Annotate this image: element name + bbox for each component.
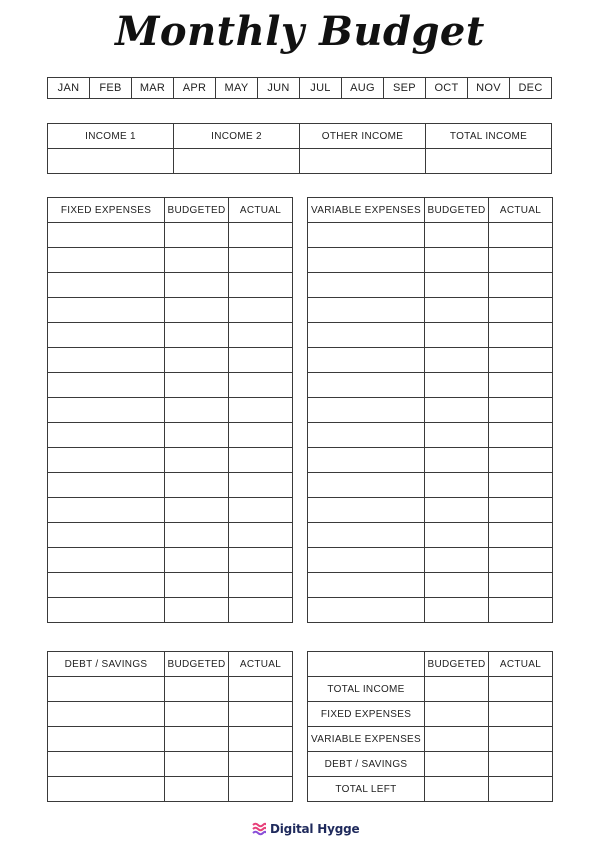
month-tab-feb[interactable]: FEB bbox=[90, 78, 132, 99]
budgeted-cell[interactable] bbox=[425, 548, 489, 573]
budgeted-cell[interactable] bbox=[165, 702, 229, 727]
actual-cell[interactable] bbox=[229, 573, 293, 598]
income-value-cell[interactable] bbox=[48, 149, 174, 174]
budgeted-cell[interactable] bbox=[425, 598, 489, 623]
actual-cell[interactable] bbox=[229, 273, 293, 298]
budgeted-cell[interactable] bbox=[425, 273, 489, 298]
brand-name: Digital Hygge bbox=[270, 822, 360, 836]
table-row bbox=[48, 727, 293, 752]
budgeted-cell[interactable] bbox=[425, 398, 489, 423]
actual-cell[interactable] bbox=[229, 448, 293, 473]
item-name-cell[interactable] bbox=[48, 727, 165, 752]
budgeted-cell[interactable] bbox=[425, 448, 489, 473]
item-name-cell[interactable] bbox=[48, 423, 165, 448]
item-name-cell[interactable] bbox=[308, 323, 425, 348]
column-header: ACTUAL bbox=[229, 652, 293, 677]
table-row bbox=[48, 598, 293, 623]
table-row bbox=[308, 473, 553, 498]
item-name-cell[interactable] bbox=[48, 448, 165, 473]
budgeted-cell[interactable] bbox=[425, 223, 489, 248]
column-header: BUDGETED bbox=[425, 652, 489, 677]
table-row bbox=[308, 298, 553, 323]
income-value-cell[interactable] bbox=[426, 149, 552, 174]
month-tab-jul[interactable]: JUL bbox=[300, 78, 342, 99]
table-row bbox=[308, 448, 553, 473]
summary-row-label: TOTAL INCOME bbox=[308, 677, 425, 702]
item-name-cell[interactable] bbox=[48, 702, 165, 727]
table-row bbox=[48, 248, 293, 273]
table-row bbox=[308, 398, 553, 423]
income-header: INCOME 2 bbox=[174, 124, 300, 149]
column-header: BUDGETED bbox=[165, 652, 229, 677]
actual-cell[interactable] bbox=[229, 423, 293, 448]
budgeted-cell[interactable] bbox=[165, 548, 229, 573]
actual-cell[interactable] bbox=[489, 573, 553, 598]
actual-cell[interactable] bbox=[489, 348, 553, 373]
budgeted-cell[interactable] bbox=[425, 323, 489, 348]
column-header bbox=[308, 652, 425, 677]
table-row bbox=[48, 752, 293, 777]
column-header: DEBT / SAVINGS bbox=[48, 652, 165, 677]
actual-cell[interactable] bbox=[229, 473, 293, 498]
actual-cell[interactable] bbox=[489, 223, 553, 248]
table-row bbox=[308, 373, 553, 398]
actual-cell[interactable] bbox=[229, 702, 293, 727]
debt-savings-table bbox=[47, 651, 293, 802]
item-name-cell[interactable] bbox=[308, 448, 425, 473]
table-row bbox=[308, 498, 553, 523]
item-name-cell[interactable] bbox=[48, 323, 165, 348]
item-name-cell[interactable] bbox=[308, 473, 425, 498]
item-name-cell[interactable] bbox=[308, 498, 425, 523]
item-name-cell[interactable] bbox=[48, 398, 165, 423]
month-tab-oct[interactable]: OCT bbox=[426, 78, 468, 99]
actual-cell[interactable] bbox=[229, 373, 293, 398]
table-row bbox=[48, 323, 293, 348]
budgeted-cell[interactable] bbox=[425, 498, 489, 523]
income-header: INCOME 1 bbox=[48, 124, 174, 149]
budgeted-cell[interactable] bbox=[165, 677, 229, 702]
item-name-cell[interactable] bbox=[48, 752, 165, 777]
actual-cell[interactable] bbox=[489, 423, 553, 448]
item-name-cell[interactable] bbox=[308, 373, 425, 398]
month-selector bbox=[47, 77, 552, 99]
month-tab-may[interactable]: MAY bbox=[216, 78, 258, 99]
budgeted-cell[interactable] bbox=[165, 523, 229, 548]
budgeted-cell[interactable] bbox=[165, 752, 229, 777]
column-header: VARIABLE EXPENSES bbox=[308, 198, 425, 223]
actual-cell[interactable] bbox=[489, 598, 553, 623]
actual-cell[interactable] bbox=[489, 248, 553, 273]
column-header: ACTUAL bbox=[489, 198, 553, 223]
actual-cell[interactable] bbox=[489, 323, 553, 348]
item-name-cell[interactable] bbox=[48, 473, 165, 498]
budgeted-cell[interactable] bbox=[165, 323, 229, 348]
month-tab-mar[interactable]: MAR bbox=[132, 78, 174, 99]
budgeted-cell[interactable] bbox=[425, 473, 489, 498]
budgeted-cell[interactable] bbox=[165, 373, 229, 398]
budgeted-cell[interactable] bbox=[165, 423, 229, 448]
month-tab-apr[interactable]: APR bbox=[174, 78, 216, 99]
table-row bbox=[308, 273, 553, 298]
table-row bbox=[48, 448, 293, 473]
budgeted-cell[interactable] bbox=[165, 727, 229, 752]
actual-cell[interactable] bbox=[489, 373, 553, 398]
item-name-cell[interactable] bbox=[48, 523, 165, 548]
budgeted-cell[interactable] bbox=[425, 727, 489, 752]
actual-cell[interactable] bbox=[229, 398, 293, 423]
table-row bbox=[48, 398, 293, 423]
income-value-cell[interactable] bbox=[174, 149, 300, 174]
fixed-expenses-table bbox=[47, 197, 293, 623]
item-name-cell[interactable] bbox=[308, 248, 425, 273]
table-row bbox=[48, 473, 293, 498]
budgeted-cell[interactable] bbox=[165, 398, 229, 423]
income-value-cell[interactable] bbox=[300, 149, 426, 174]
item-name-cell[interactable] bbox=[308, 548, 425, 573]
item-name-cell[interactable] bbox=[308, 598, 425, 623]
actual-cell[interactable] bbox=[229, 548, 293, 573]
summary-row-label: DEBT / SAVINGS bbox=[308, 752, 425, 777]
actual-cell[interactable] bbox=[489, 448, 553, 473]
item-name-cell[interactable] bbox=[48, 677, 165, 702]
budgeted-cell[interactable] bbox=[165, 473, 229, 498]
table-row bbox=[308, 348, 553, 373]
item-name-cell[interactable] bbox=[48, 777, 165, 802]
actual-cell[interactable] bbox=[489, 498, 553, 523]
month-tab-jan[interactable]: JAN bbox=[48, 78, 90, 99]
item-name-cell[interactable] bbox=[308, 348, 425, 373]
table-row bbox=[48, 498, 293, 523]
month-tab-dec[interactable]: DEC bbox=[510, 78, 552, 99]
item-name-cell[interactable] bbox=[48, 598, 165, 623]
actual-cell[interactable] bbox=[489, 677, 553, 702]
table-row bbox=[308, 423, 553, 448]
budgeted-cell[interactable] bbox=[425, 523, 489, 548]
budgeted-cell[interactable] bbox=[165, 223, 229, 248]
actual-cell[interactable] bbox=[229, 752, 293, 777]
budgeted-cell[interactable] bbox=[425, 702, 489, 727]
item-name-cell[interactable] bbox=[308, 523, 425, 548]
actual-cell[interactable] bbox=[229, 498, 293, 523]
actual-cell[interactable] bbox=[229, 677, 293, 702]
actual-cell[interactable] bbox=[229, 298, 293, 323]
month-tab-nov[interactable]: NOV bbox=[468, 78, 510, 99]
table-row bbox=[308, 248, 553, 273]
budgeted-cell[interactable] bbox=[425, 248, 489, 273]
budgeted-cell[interactable] bbox=[165, 248, 229, 273]
table-row bbox=[308, 777, 553, 802]
month-tab-sep[interactable]: SEP bbox=[384, 78, 426, 99]
actual-cell[interactable] bbox=[229, 727, 293, 752]
month-tab-jun[interactable]: JUN bbox=[258, 78, 300, 99]
table-row bbox=[48, 573, 293, 598]
column-header: ACTUAL bbox=[489, 652, 553, 677]
table-row bbox=[308, 677, 553, 702]
actual-cell[interactable] bbox=[489, 727, 553, 752]
item-name-cell[interactable] bbox=[308, 298, 425, 323]
variable-expenses-table bbox=[307, 197, 553, 623]
budgeted-cell[interactable] bbox=[425, 752, 489, 777]
budgeted-cell[interactable] bbox=[425, 677, 489, 702]
column-header: ACTUAL bbox=[229, 198, 293, 223]
table-row bbox=[48, 523, 293, 548]
actual-cell[interactable] bbox=[489, 298, 553, 323]
item-name-cell[interactable] bbox=[308, 398, 425, 423]
item-name-cell[interactable] bbox=[48, 273, 165, 298]
budgeted-cell[interactable] bbox=[425, 348, 489, 373]
budgeted-cell[interactable] bbox=[425, 777, 489, 802]
budgeted-cell[interactable] bbox=[165, 498, 229, 523]
table-row bbox=[48, 702, 293, 727]
month-tab-aug[interactable]: AUG bbox=[342, 78, 384, 99]
table-row bbox=[48, 273, 293, 298]
actual-cell[interactable] bbox=[489, 398, 553, 423]
item-name-cell[interactable] bbox=[48, 548, 165, 573]
table-row bbox=[48, 777, 293, 802]
table-row bbox=[48, 298, 293, 323]
summary-table bbox=[307, 651, 553, 802]
income-header: TOTAL INCOME bbox=[426, 124, 552, 149]
table-row bbox=[308, 752, 553, 777]
actual-cell[interactable] bbox=[229, 223, 293, 248]
budgeted-cell[interactable] bbox=[165, 598, 229, 623]
item-name-cell[interactable] bbox=[48, 223, 165, 248]
income-table bbox=[47, 123, 552, 174]
summary-row-label: TOTAL LEFT bbox=[308, 777, 425, 802]
table-row bbox=[308, 702, 553, 727]
item-name-cell[interactable] bbox=[308, 573, 425, 598]
table-row bbox=[48, 348, 293, 373]
actual-cell[interactable] bbox=[229, 323, 293, 348]
table-row bbox=[48, 373, 293, 398]
item-name-cell[interactable] bbox=[308, 273, 425, 298]
table-row bbox=[308, 598, 553, 623]
budgeted-cell[interactable] bbox=[165, 448, 229, 473]
page-title: Monthly Budget bbox=[115, 8, 485, 55]
actual-cell[interactable] bbox=[489, 777, 553, 802]
item-name-cell[interactable] bbox=[308, 423, 425, 448]
budgeted-cell[interactable] bbox=[425, 298, 489, 323]
actual-cell[interactable] bbox=[229, 777, 293, 802]
brand-logo bbox=[252, 820, 362, 838]
budgeted-cell[interactable] bbox=[165, 573, 229, 598]
actual-cell[interactable] bbox=[229, 598, 293, 623]
budgeted-cell[interactable] bbox=[425, 373, 489, 398]
item-name-cell[interactable] bbox=[48, 298, 165, 323]
summary-row-label: VARIABLE EXPENSES bbox=[308, 727, 425, 752]
budgeted-cell[interactable] bbox=[425, 423, 489, 448]
table-row bbox=[48, 423, 293, 448]
item-name-cell[interactable] bbox=[48, 573, 165, 598]
item-name-cell[interactable] bbox=[308, 223, 425, 248]
table-row bbox=[308, 573, 553, 598]
table-row bbox=[48, 677, 293, 702]
budgeted-cell[interactable] bbox=[165, 777, 229, 802]
actual-cell[interactable] bbox=[489, 523, 553, 548]
item-name-cell[interactable] bbox=[48, 498, 165, 523]
column-header: BUDGETED bbox=[165, 198, 229, 223]
summary-row-label: FIXED EXPENSES bbox=[308, 702, 425, 727]
actual-cell[interactable] bbox=[229, 348, 293, 373]
item-name-cell[interactable] bbox=[48, 373, 165, 398]
table-row bbox=[308, 323, 553, 348]
budgeted-cell[interactable] bbox=[165, 298, 229, 323]
income-header: OTHER INCOME bbox=[300, 124, 426, 149]
actual-cell[interactable] bbox=[489, 548, 553, 573]
budgeted-cell[interactable] bbox=[165, 273, 229, 298]
actual-cell[interactable] bbox=[489, 473, 553, 498]
table-row bbox=[308, 548, 553, 573]
budgeted-cell[interactable] bbox=[425, 573, 489, 598]
table-row bbox=[308, 223, 553, 248]
budgeted-cell[interactable] bbox=[165, 348, 229, 373]
item-name-cell[interactable] bbox=[48, 248, 165, 273]
column-header: BUDGETED bbox=[425, 198, 489, 223]
waves-icon bbox=[252, 822, 266, 836]
actual-cell[interactable] bbox=[489, 752, 553, 777]
column-header: FIXED EXPENSES bbox=[48, 198, 165, 223]
actual-cell[interactable] bbox=[489, 273, 553, 298]
table-row bbox=[48, 223, 293, 248]
table-row bbox=[48, 548, 293, 573]
actual-cell[interactable] bbox=[229, 248, 293, 273]
table-row bbox=[308, 727, 553, 752]
actual-cell[interactable] bbox=[489, 702, 553, 727]
item-name-cell[interactable] bbox=[48, 348, 165, 373]
actual-cell[interactable] bbox=[229, 523, 293, 548]
table-row bbox=[308, 523, 553, 548]
